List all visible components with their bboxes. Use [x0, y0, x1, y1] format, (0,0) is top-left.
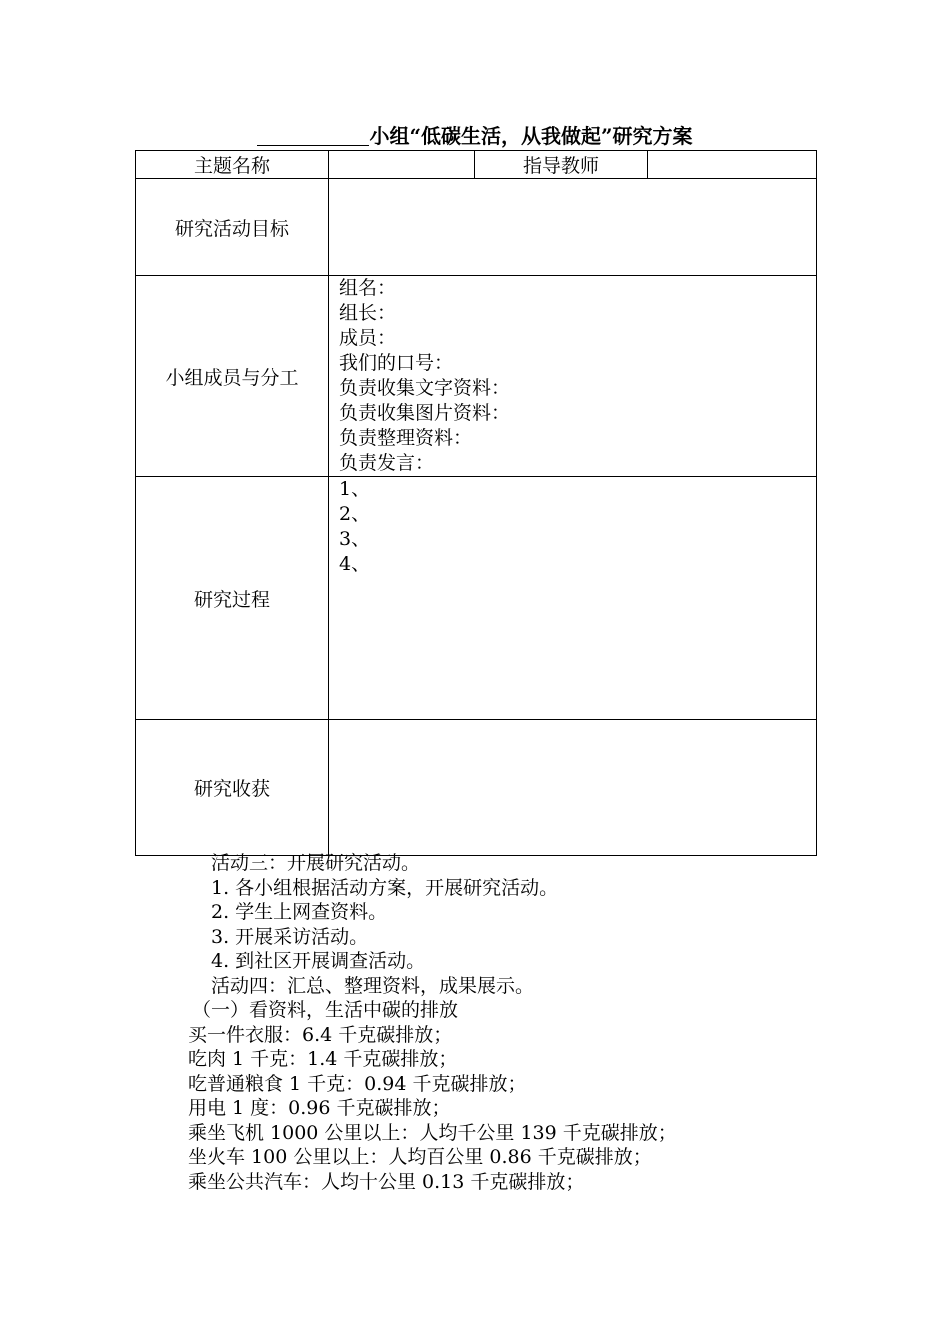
emission-bus: 乘坐公共汽车：人均十公里 0.13 千克碳排放； [188, 1170, 585, 1193]
activity3-item-4: 4. 到社区开展调查活动。 [211, 950, 426, 972]
teacher-value-cell[interactable] [648, 151, 817, 179]
process-step-1: 1、 [339, 478, 371, 500]
slogan-line: 我们的口号： [339, 352, 454, 374]
text-collection-line: 负责收集文字资料： [339, 377, 511, 399]
topic-label: 主题名称 [136, 151, 329, 179]
document-title-text: 小组“低碳生活，从我做起”研究方案 [369, 124, 693, 148]
group-name-line: 组名： [339, 277, 397, 299]
research-plan-table [135, 150, 817, 856]
activity3-item-2: 2. 学生上网查资料。 [211, 901, 388, 923]
emission-train: 坐火车 100 公里以上：人均百公里 0.86 千克碳排放； [188, 1146, 652, 1168]
leader-line: 组长： [339, 302, 397, 324]
activity3-heading: 活动三：开展研究活动。 [211, 852, 421, 874]
activity4-heading: 活动四：汇总、整理资料，成果展示。 [211, 974, 535, 997]
activity3-item-1: 1. 各小组根据活动方案，开展研究活动。 [211, 876, 559, 899]
body-text [0, 851, 950, 1194]
emission-grain: 吃普通粮食 1 千克：0.94 千克碳排放； [188, 1072, 527, 1095]
teacher-label: 指导教师 [475, 151, 648, 179]
process-label: 研究过程 [136, 477, 329, 720]
emission-electricity: 用电 1 度：0.96 千克碳排放； [188, 1097, 451, 1119]
harvest-label: 研究收获 [136, 720, 329, 856]
document-title [0, 122, 950, 150]
goal-label: 研究活动目标 [136, 179, 329, 276]
topic-value-cell[interactable] [329, 151, 475, 179]
speaker-line: 负责发言： [339, 452, 435, 474]
members-cell[interactable] [329, 276, 817, 477]
members-line: 成员： [339, 327, 397, 349]
process-step-2: 2、 [339, 503, 371, 525]
organize-line: 负责整理资料： [339, 427, 473, 449]
process-cell[interactable] [329, 477, 817, 720]
process-step-4: 4、 [339, 553, 371, 575]
emission-plane: 乘坐飞机 1000 公里以上：人均千公里 139 千克碳排放； [188, 1121, 677, 1144]
emission-clothes: 买一件衣服：6.4 千克碳排放； [188, 1023, 453, 1046]
activity3-item-3: 3. 开展采访活动。 [211, 925, 369, 948]
harvest-cell[interactable] [329, 720, 817, 856]
image-collection-line: 负责收集图片资料： [339, 402, 511, 424]
emission-meat: 吃肉 1 千克：1.4 千克碳排放； [188, 1048, 458, 1070]
group-name-blank[interactable] [257, 125, 369, 146]
members-label: 小组成员与分工 [136, 276, 329, 477]
goal-value-cell[interactable] [329, 179, 817, 276]
process-step-3: 3、 [339, 528, 371, 550]
section1-heading: （一）看资料，生活中碳的排放 [192, 999, 459, 1021]
